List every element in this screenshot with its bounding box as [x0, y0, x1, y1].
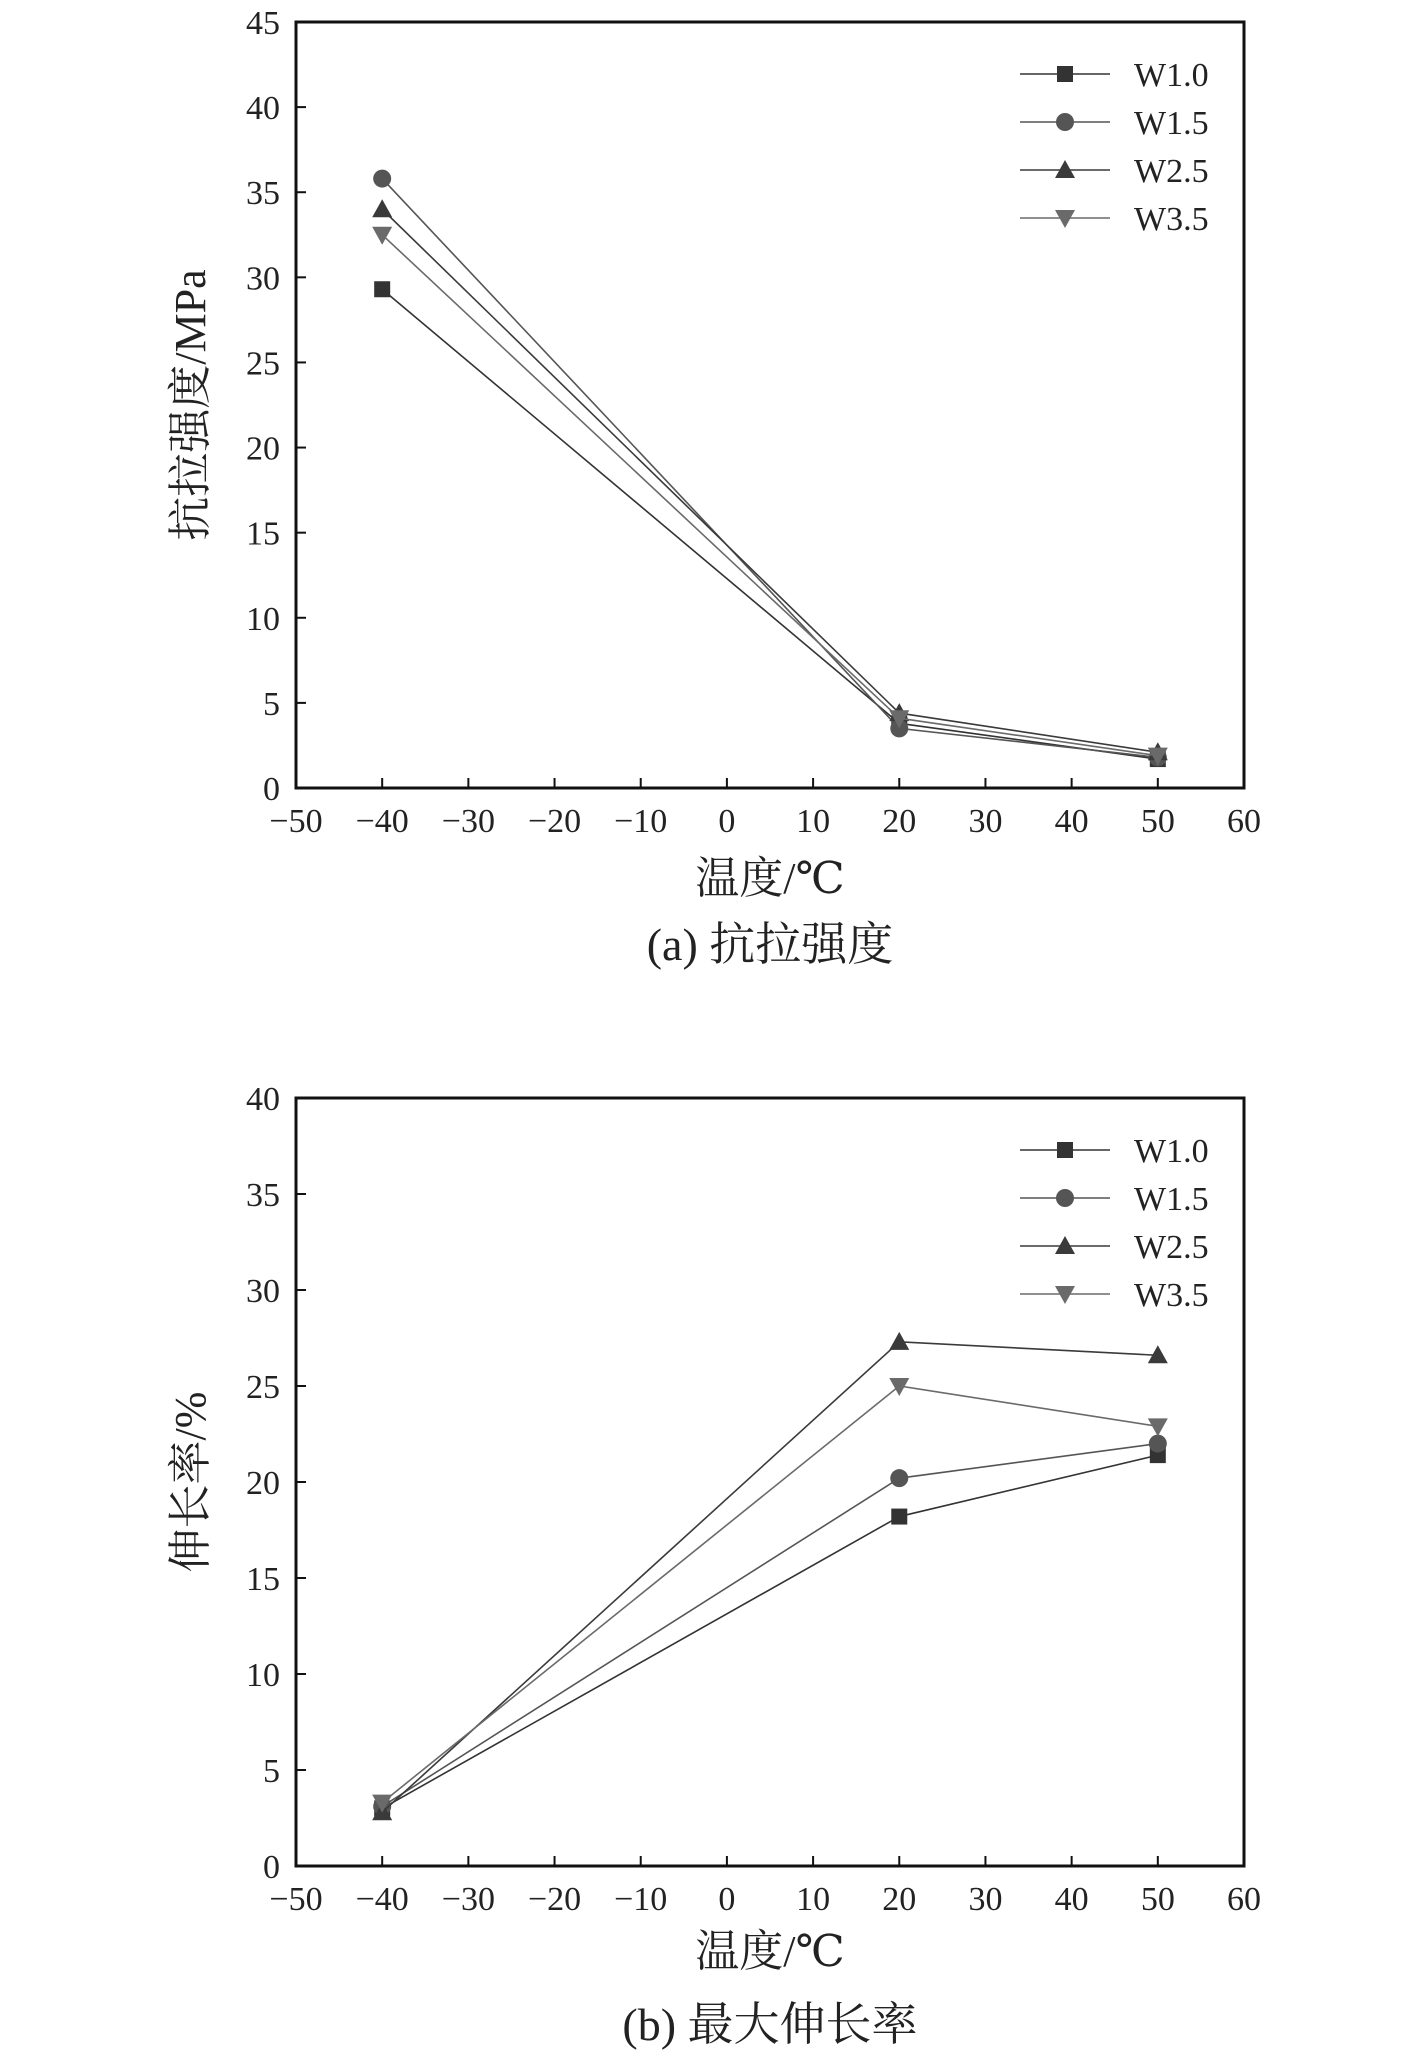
x-axis-title: 温度/℃ — [695, 854, 845, 903]
y-tick-label: 10 — [246, 1657, 280, 1694]
y-tick-label: 35 — [246, 1177, 280, 1214]
data-point-W2.5 — [889, 1332, 909, 1350]
x-tick-label: 0 — [718, 1881, 736, 1918]
x-tick-label: −40 — [355, 1881, 409, 1918]
x-tick-label: −10 — [614, 1881, 668, 1918]
x-tick-label: −30 — [441, 1881, 495, 1918]
y-tick-label: 30 — [246, 1273, 280, 1310]
y-tick-label: 15 — [246, 1561, 280, 1598]
x-tick-label: 30 — [968, 1881, 1003, 1918]
y-tick-label: 5 — [263, 685, 280, 723]
data-point-W1.0 — [374, 281, 390, 297]
elongation-chart — [166, 1081, 1261, 2050]
legend-marker — [1055, 160, 1075, 178]
x-tick-label: 20 — [882, 1881, 917, 1918]
plot-frame — [296, 1098, 1244, 1866]
y-tick-label: 10 — [246, 600, 280, 638]
series-line-W3.5 — [382, 1386, 1158, 1803]
series-line-W2.5 — [382, 209, 1158, 752]
x-tick-label: 50 — [1140, 803, 1175, 840]
legend-label: W1.0 — [1134, 1133, 1209, 1170]
x-tick-label: 60 — [1227, 1881, 1261, 1918]
legend-marker — [1055, 210, 1075, 228]
x-tick-label: −30 — [441, 803, 495, 840]
legend-marker — [1055, 1286, 1075, 1304]
x-tick-label: −50 — [269, 1881, 323, 1918]
legend-label: W1.0 — [1134, 57, 1209, 94]
x-tick-label: 20 — [882, 803, 917, 840]
series-line-W3.5 — [382, 235, 1158, 756]
legend-label: W1.5 — [1134, 105, 1209, 142]
x-tick-label: 0 — [718, 803, 736, 840]
x-tick-label: 40 — [1054, 803, 1089, 840]
figure-caption: (a) 抗拉强度 — [646, 919, 894, 970]
y-tick-label: 25 — [246, 1369, 280, 1406]
x-tick-label: 60 — [1227, 803, 1261, 840]
x-tick-label: 10 — [796, 1881, 831, 1918]
series-line-W1.0 — [382, 1455, 1158, 1808]
y-tick-label: 45 — [246, 5, 280, 42]
x-tick-label: 40 — [1054, 1881, 1089, 1918]
x-tick-label: 30 — [968, 803, 1003, 840]
series-line-W2.5 — [382, 1342, 1158, 1812]
y-tick-label: 5 — [263, 1753, 280, 1790]
data-point-W3.5 — [1148, 1418, 1168, 1436]
legend-label: W2.5 — [1134, 153, 1209, 190]
series-line-W1.0 — [382, 289, 1158, 759]
x-tick-label: −20 — [527, 803, 582, 840]
data-point-W1.0 — [891, 1509, 907, 1525]
y-axis-title: 伸长率/% — [166, 1391, 215, 1573]
x-tick-label: −50 — [269, 803, 323, 840]
figure-caption: (b) 最大伸长率 — [622, 1999, 918, 2050]
y-axis-title: 抗拉强度/MPa — [166, 269, 215, 541]
y-tick-label: 0 — [263, 1849, 280, 1886]
x-tick-label: −40 — [355, 803, 409, 840]
x-tick-label: −20 — [527, 1881, 582, 1918]
data-point-W1.5 — [1149, 1435, 1167, 1453]
legend-marker — [1057, 66, 1073, 82]
y-tick-label: 20 — [246, 430, 280, 468]
y-tick-label: 40 — [246, 1081, 280, 1118]
plot-frame — [296, 22, 1244, 788]
legend-marker — [1056, 1189, 1074, 1207]
legend-marker — [1055, 1236, 1075, 1254]
y-tick-label: 15 — [246, 515, 280, 553]
series-line-W1.5 — [382, 1444, 1158, 1807]
y-tick-label: 35 — [246, 175, 280, 213]
y-tick-label: 30 — [246, 260, 280, 298]
legend-label: W3.5 — [1134, 201, 1209, 238]
y-tick-label: 20 — [246, 1465, 280, 1502]
legend-marker — [1056, 113, 1074, 131]
legend-label: W1.5 — [1134, 1181, 1209, 1218]
legend-label: W2.5 — [1134, 1229, 1209, 1266]
series-line-W1.5 — [382, 179, 1158, 758]
x-tick-label: 50 — [1140, 1881, 1175, 1918]
data-point-W1.5 — [890, 1469, 908, 1487]
x-tick-label: 10 — [796, 803, 831, 840]
legend-marker — [1057, 1142, 1073, 1158]
data-point-W2.5 — [372, 199, 392, 217]
y-tick-label: 25 — [246, 345, 280, 383]
x-axis-title: 温度/℃ — [695, 1927, 845, 1976]
x-tick-label: −10 — [614, 803, 668, 840]
legend-label: W3.5 — [1134, 1277, 1209, 1314]
y-tick-label: 0 — [263, 771, 280, 808]
tensile-strength-chart — [166, 5, 1261, 970]
y-tick-label: 40 — [246, 90, 280, 128]
data-point-W1.5 — [373, 170, 391, 188]
